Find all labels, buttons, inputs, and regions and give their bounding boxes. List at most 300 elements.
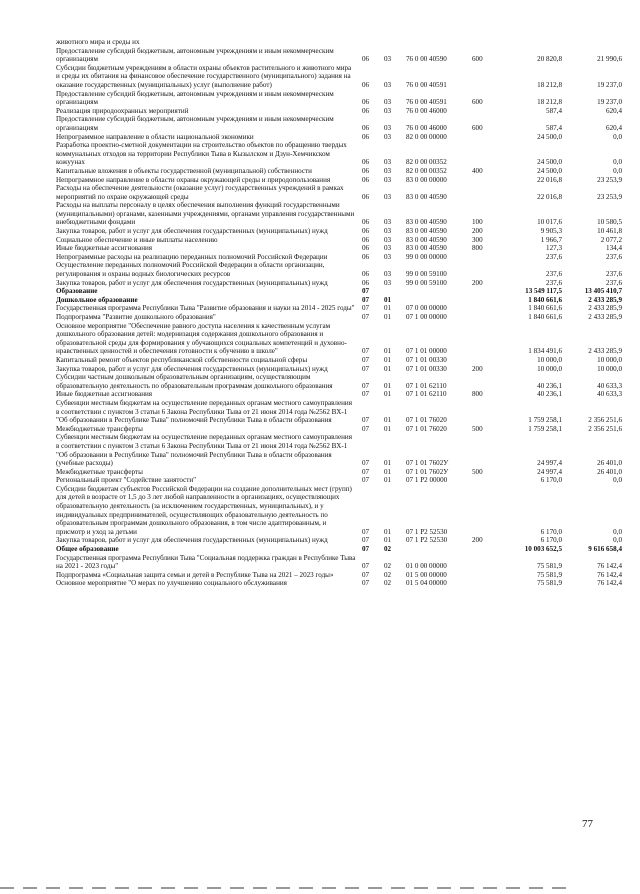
row-subsection: 01 (384, 527, 392, 536)
row-subsection: 03 (384, 252, 392, 261)
row-amount-year-1: 24 500,0 (537, 132, 562, 141)
row-expense-type (472, 545, 500, 554)
table-row (56, 287, 622, 296)
row-target-article: 82 0 00 00352 (406, 158, 447, 167)
row-expense-type: 400 (472, 166, 483, 175)
row-target-article (406, 545, 472, 554)
row-amount-year-2: 0,0 (613, 536, 622, 545)
row-name: Подпрограмма «Социальная защита семьи и детей в Республике Тыва на 2021 – 2023 годы» (56, 570, 334, 579)
row-section: 06 (362, 166, 370, 175)
row-amount-year-1: 9 905,3 (540, 227, 562, 236)
row-expense-type: 300 (472, 235, 483, 244)
row-section: 07 (362, 347, 370, 356)
row-amount-year-1: 10 000,0 (537, 364, 562, 373)
row-amount-year-1: 18 212,8 (537, 98, 562, 107)
row-amount-year-1: 1 840 661,6 (528, 304, 562, 313)
row-section: 07 (362, 570, 370, 579)
row-target-article (406, 287, 472, 296)
row-name: Иные бюджетные ассигнования (56, 390, 153, 399)
row-subsection: 01 (384, 424, 392, 433)
row-section: 07 (362, 381, 370, 390)
row-amount-year-2: 0,0 (613, 476, 622, 485)
row-name: Субвенции местным бюджетам на осуществление переданных органам местного самоуправления в соответствии с пунктом 3 статьи 6 Закона Республики Тыва от 21 июня 2014 года №2562 ВХ-1 "Об образовании в Республике Тыва" полномочий Республики Тыва в области образования (учебные расходы) (56, 433, 352, 468)
row-section: 07 (362, 364, 370, 373)
row-target-article: 83 0 00 40590 (406, 244, 447, 253)
row-section: 07 (362, 467, 370, 476)
row-amount-year-2: 23 253,9 (597, 175, 622, 184)
table-row (56, 554, 622, 571)
row-amount-year-2: 134,4 (606, 244, 622, 253)
row-amount-year-1: 1 759 258,1 (528, 416, 562, 425)
row-target-article: 07 1 01 62110 (406, 381, 447, 390)
row-amount-year-1: 10 003 652,5 (524, 545, 562, 554)
row-amount-year-2: 76 142,4 (597, 562, 622, 571)
row-expense-type (472, 554, 500, 571)
row-section: 07 (362, 416, 370, 425)
scan-edge-artifact (0, 876, 640, 882)
row-section: 06 (362, 227, 370, 236)
row-expense-type (472, 304, 500, 313)
row-target-article: 83 0 00 40590 (406, 192, 447, 201)
table-row (56, 47, 622, 64)
row-expense-type (472, 373, 500, 390)
table-row (56, 115, 622, 132)
row-section: 07 (362, 527, 370, 536)
row-name: животного мира и среды их (56, 38, 140, 46)
row-amount-year-2: 620,4 (606, 123, 622, 132)
row-amount-year-2 (568, 38, 622, 47)
row-expense-type (472, 64, 500, 90)
row-name: Основное мероприятие "Обеспечение равного доступа населения к качественным услугам дошкольного образования детей: модернизация содержания дошкольного образования и образовательной среды для формирования у обучающихся социальных компетенций и духовно-нравственных ценностей и обеспечения готовности к обучению в школе" (56, 321, 347, 356)
row-amount-year-2: 237,6 (606, 278, 622, 287)
row-name: Дошкольное образование (56, 295, 138, 304)
row-amount-year-2: 21 990,6 (597, 55, 622, 64)
row-amount-year-2: 0,0 (613, 527, 622, 536)
row-section: 06 (362, 244, 370, 253)
table-row (56, 468, 622, 477)
row-target-article: 01 5 00 00000 (406, 570, 447, 579)
row-name: Общее образование (56, 545, 119, 554)
row-name: Субсидии частным дошкольным образовательным организациям, осуществляющим образовательную деятельность по образовательным программам дошкольного образования (56, 373, 333, 390)
row-amount-year-2: 237,6 (606, 270, 622, 279)
row-subsection: 03 (384, 80, 392, 89)
row-amount-year-1: 75 581,9 (537, 562, 562, 571)
row-subsection: 01 (384, 459, 392, 468)
row-section (362, 38, 384, 47)
row-name: Субвенции местным бюджетам на осуществление переданных органам местного самоуправления в соответствии с пунктом 3 статьи 6 Закона Республики Тыва от 21 июня 2014 года №2562 ВХ-1 "Об образовании в Республике Тыва" полномочий Республики Тыва в области образования (56, 398, 352, 425)
table-row (56, 536, 622, 545)
row-section: 06 (362, 80, 370, 89)
row-amount-year-2: 19 237,0 (597, 80, 622, 89)
row-amount-year-1: 237,6 (546, 270, 562, 279)
row-subsection: 01 (384, 295, 392, 304)
row-section: 07 (362, 295, 370, 304)
row-section: 06 (362, 218, 370, 227)
row-section: 07 (362, 476, 370, 485)
row-subsection: 03 (384, 244, 392, 253)
row-subsection: 03 (384, 227, 392, 236)
row-section: 07 (362, 459, 370, 468)
row-expense-type (472, 433, 500, 467)
table-row (56, 201, 622, 227)
row-target-article: 83 0 00 00000 (406, 175, 447, 184)
row-subsection: 02 (384, 579, 392, 588)
row-subsection: 03 (384, 123, 392, 132)
row-subsection: 01 (384, 355, 392, 364)
row-amount-year-1: 24 997,4 (537, 467, 562, 476)
table-row (56, 399, 622, 425)
row-target-article: 76 0 00 40590 (406, 55, 447, 64)
row-subsection: 02 (384, 562, 392, 571)
row-name: Межбюджетные трансферты (56, 424, 143, 433)
row-target-article: 07 1 01 76020 (406, 424, 447, 433)
row-expense-type (472, 356, 500, 365)
row-target-article: 07 1 01 7602У (406, 467, 449, 476)
row-section: 06 (362, 270, 370, 279)
row-subsection: 03 (384, 235, 392, 244)
row-amount-year-2: 0,0 (613, 132, 622, 141)
row-name: Субсидии бюджетам субъектов Российской Федерации на создание дополнительных мест (групп) для детей в возрасте от 1,5 до 3 лет любой направленности в организациях, осуществляющих образовательную деятельность (за исключением государственных, муниципальных), и у индивидуальных предпринимателей, осуществляющих образовательную деятельность по образовательным программам дошкольного образования, в том числе адаптированным, и присмотр и уход за детьми (56, 484, 352, 536)
table-row (56, 313, 622, 322)
table-row (56, 296, 622, 305)
table-row (56, 579, 622, 588)
row-amount-year-2: 10 000,0 (597, 355, 622, 364)
row-name: Капитальные вложения в объекты государственной (муниципальной) собственности (56, 166, 312, 175)
row-amount-year-1 (500, 38, 568, 47)
row-expense-type: 600 (472, 55, 483, 64)
row-amount-year-2: 76 142,4 (597, 579, 622, 588)
row-amount-year-1: 10 017,6 (537, 218, 562, 227)
row-name: Предоставление субсидий бюджетным, автономным учреждениям и иным некоммерческим организациям (56, 115, 334, 132)
row-section: 07 (362, 287, 370, 296)
row-expense-type (472, 261, 500, 278)
row-subsection: 01 (384, 467, 392, 476)
table-row (56, 304, 622, 313)
row-name: Образование (56, 287, 98, 296)
row-amount-year-2: 2 356 251,6 (588, 424, 622, 433)
row-target-article: 07 1 01 00000 (406, 347, 447, 356)
row-amount-year-2: 10 580,5 (597, 218, 622, 227)
row-amount-year-1: 1 840 661,6 (528, 313, 562, 321)
row-amount-year-2: 2 433 285,9 (588, 304, 622, 313)
row-name: Непрограммное направление в области национальной экономики (56, 132, 254, 141)
row-section: 07 (362, 313, 370, 321)
row-target-article: 07 0 00 00000 (406, 304, 447, 313)
row-subsection: 02 (384, 545, 392, 554)
row-name: Субсидии бюджетным учреждениям в области охраны объектов растительного и животного мира и среды их обитания на финансовое обеспечение государственного (муниципального) задания на оказание государственных (муниципальных) услуг (выполнение работ) (56, 63, 352, 89)
row-expense-type (472, 485, 500, 537)
row-name: Реализация природоохранных мероприятий (56, 106, 189, 115)
row-subsection (384, 287, 406, 296)
row-target-article: 99 0 00 59100 (406, 270, 447, 279)
table-row (56, 184, 622, 201)
row-name: Капитальный ремонт объектов республиканской собственности социальной сферы (56, 355, 308, 364)
table-row (56, 322, 622, 356)
row-amount-year-1: 18 212,8 (537, 80, 562, 89)
row-target-article: 83 0 00 40590 (406, 218, 447, 227)
row-amount-year-1: 10 000,0 (537, 355, 562, 364)
row-target-article: 99 0 00 59100 (406, 278, 447, 287)
row-amount-year-1: 587,4 (546, 106, 562, 115)
row-amount-year-2: 2 433 285,9 (588, 295, 622, 304)
row-subsection: 01 (384, 304, 392, 313)
row-name: Региональный проект "Содействие занятости" (56, 476, 197, 485)
row-expense-type (472, 313, 500, 322)
row-section: 06 (362, 192, 370, 201)
row-subsection: 03 (384, 158, 392, 167)
row-section: 07 (362, 562, 370, 571)
row-amount-year-1: 1 966,7 (540, 235, 562, 244)
row-target-article: 07 1 00 00000 (406, 313, 447, 321)
table-row (56, 141, 622, 167)
table-row (56, 176, 622, 185)
row-subsection: 01 (384, 416, 392, 425)
row-amount-year-2: 237,6 (606, 252, 622, 261)
table-row (56, 485, 622, 537)
row-name: Закупка товаров, работ и услуг для обеспечения государственных (муниципальных) нужд (56, 536, 328, 545)
row-amount-year-1: 237,6 (546, 252, 562, 261)
row-amount-year-2: 26 401,0 (597, 467, 622, 476)
row-subsection: 01 (384, 364, 392, 373)
row-expense-type (472, 253, 500, 262)
row-section: 06 (362, 158, 370, 167)
row-section: 06 (362, 252, 370, 261)
row-expense-type (472, 287, 500, 296)
row-name: Государственная программа Республики Тыва "Развитие образования и науки на 2014 - 2025 годы" (56, 304, 355, 313)
row-target-article: 07 1 P2 52530 (406, 536, 448, 545)
row-expense-type (472, 399, 500, 425)
row-amount-year-1: 237,6 (546, 278, 562, 287)
row-section: 07 (362, 579, 370, 588)
row-amount-year-2: 76 142,4 (597, 570, 622, 579)
row-amount-year-1: 13 549 117,5 (525, 287, 562, 296)
table-row (56, 90, 622, 107)
row-subsection: 01 (384, 313, 392, 321)
row-section: 06 (362, 55, 370, 64)
row-section: 06 (362, 132, 370, 141)
row-amount-year-1: 127,3 (546, 244, 562, 253)
row-name: Непрограммные расходы на реализацию переданных полномочий Российской Федерации (56, 252, 328, 261)
row-name: Осуществление переданных полномочий Российской Федерации в области организации, регулирования и охраны водных биологических ресурсов (56, 261, 325, 279)
row-target-article: 83 0 00 40590 (406, 235, 447, 244)
row-amount-year-1: 6 170,0 (540, 536, 562, 545)
row-target-article: 07 1 01 76020 (406, 416, 447, 425)
row-name: Социальное обеспечение и иные выплаты населению (56, 235, 218, 244)
row-expense-type: 100 (472, 218, 483, 227)
row-expense-type: 200 (472, 536, 483, 545)
table-row (56, 261, 622, 278)
row-amount-year-2: 0,0 (613, 158, 622, 167)
row-amount-year-1: 1 834 491,6 (528, 347, 562, 356)
row-target-article: 76 0 00 46000 (406, 106, 447, 115)
table-row (56, 244, 622, 253)
row-target-article: 07 1 P2 00000 (406, 476, 448, 485)
table-row (56, 279, 622, 288)
table-row (56, 227, 622, 236)
row-amount-year-2: 23 253,9 (597, 192, 622, 201)
table-row (56, 373, 622, 390)
row-name: Расходы на выплаты персоналу в целях обеспечения выполнения функций государственными (муниципальными) органами, казенными учреждениями, органами управления государственными внебюджетными фондами (56, 201, 355, 227)
row-target-article: 82 0 00 00000 (406, 132, 447, 141)
row-section: 07 (362, 545, 370, 554)
budget-page (56, 38, 622, 588)
row-amount-year-2: 10 000,0 (597, 364, 622, 373)
row-name: Основное мероприятие "О мерах по улучшению социального обслуживания (56, 579, 287, 588)
row-subsection: 03 (384, 218, 392, 227)
row-subsection: 01 (384, 347, 392, 356)
row-expense-type: 500 (472, 467, 483, 476)
row-target-article: 01 5 04 00000 (406, 579, 447, 588)
page-number: 77 (582, 818, 593, 830)
row-amount-year-1: 20 820,8 (537, 55, 562, 64)
row-amount-year-2: 40 633,3 (597, 390, 622, 399)
row-subsection: 03 (384, 192, 392, 201)
row-subsection: 01 (384, 390, 392, 399)
table-row (56, 390, 622, 399)
row-name: Предоставление субсидий бюджетным, автономным учреждениям и иным некоммерческим организациям (56, 89, 334, 107)
row-amount-year-1: 24 997,4 (537, 459, 562, 468)
row-subsection: 03 (384, 132, 392, 141)
row-amount-year-2: 620,4 (606, 106, 622, 115)
row-name: Разработка проектно-сметной документации на строительство объектов по обращению твердых коммунальных отходов на территории Республики Тыва в Кызылском и Дзун-Хемчикском кожуунах (56, 141, 347, 167)
row-amount-year-1: 1 840 661,6 (528, 295, 562, 304)
row-expense-type (472, 107, 500, 116)
row-section: 07 (362, 304, 370, 313)
row-expense-type (472, 322, 500, 356)
row-name: Иные бюджетные ассигнования (56, 244, 153, 253)
row-expense-type: 500 (472, 424, 483, 433)
budget-table (56, 38, 622, 588)
row-subsection: 01 (384, 476, 392, 485)
row-expense-type (472, 296, 500, 305)
row-expense-type: 200 (472, 364, 483, 373)
table-row (56, 236, 622, 245)
row-target-article: 07 1 01 62110 (406, 390, 447, 399)
row-subsection: 03 (384, 55, 392, 64)
row-name: Государственная программа Республики Тыва "Социальная поддержка граждан в Республике Тыва на 2021 - 2023 годы" (56, 553, 356, 571)
row-amount-year-1: 22 016,8 (537, 175, 562, 184)
row-target-article: 76 0 00 40591 (406, 80, 447, 89)
table-row (56, 64, 622, 90)
row-subsection: 03 (384, 166, 392, 175)
row-expense-type: 800 (472, 390, 483, 399)
table-row (56, 167, 622, 176)
row-target-article: 07 1 01 7602У (406, 459, 449, 468)
row-section: 07 (362, 355, 370, 364)
table-row (56, 476, 622, 485)
budget-table-body (56, 38, 622, 588)
row-amount-year-1: 40 236,1 (537, 381, 562, 390)
row-target-article: 83 0 00 40590 (406, 227, 447, 236)
row-section: 06 (362, 98, 370, 107)
row-expense-type: 600 (472, 98, 483, 107)
row-amount-year-2: 2 433 285,9 (588, 347, 622, 356)
table-row (56, 571, 622, 580)
row-amount-year-1: 22 016,8 (537, 192, 562, 201)
row-name: Межбюджетные трансферты (56, 467, 143, 476)
table-row (56, 133, 622, 142)
row-amount-year-1: 75 581,9 (537, 579, 562, 588)
row-section: 07 (362, 424, 370, 433)
row-expense-type (472, 476, 500, 485)
row-subsection: 03 (384, 175, 392, 184)
row-amount-year-2: 40 633,3 (597, 381, 622, 390)
row-amount-year-2: 2 077,2 (600, 235, 622, 244)
row-amount-year-2: 2 356 251,6 (588, 416, 622, 425)
row-target-article: 76 0 00 40591 (406, 98, 447, 107)
row-expense-type (472, 141, 500, 167)
row-expense-type: 200 (472, 227, 483, 236)
row-target-article: 76 0 00 46000 (406, 123, 447, 132)
row-amount-year-2: 9 616 658,4 (588, 545, 622, 554)
row-expense-type: 200 (472, 278, 483, 287)
table-row (56, 107, 622, 116)
row-section: 07 (362, 390, 370, 399)
row-target-article: 07 1 01 00330 (406, 355, 447, 364)
row-amount-year-1: 40 236,1 (537, 390, 562, 399)
row-name: Закупка товаров, работ и услуг для обеспечения государственных (муниципальных) нужд (56, 278, 328, 287)
row-expense-type (472, 133, 500, 142)
row-amount-year-2: 10 461,8 (597, 227, 622, 236)
table-row (56, 433, 622, 467)
row-amount-year-2: 0,0 (613, 166, 622, 175)
row-name: Расходы на обеспечение деятельности (оказание услуг) государственных учреждений в рамках мероприятий по охране окружающей среды (56, 184, 344, 201)
row-expense-type (472, 571, 500, 580)
row-amount-year-1: 24 500,0 (537, 158, 562, 167)
table-row (56, 425, 622, 434)
row-amount-year-2: 26 401,0 (597, 459, 622, 468)
row-target-article (406, 38, 472, 47)
row-target-article: 07 1 01 00330 (406, 364, 447, 373)
row-subsection: 03 (384, 270, 392, 279)
row-name: Предоставление субсидий бюджетным, автономным учреждениям и иным некоммерческим организациям (56, 46, 334, 64)
table-row (56, 253, 622, 262)
row-section: 06 (362, 123, 370, 132)
row-subsection: 03 (384, 278, 392, 287)
table-row (56, 365, 622, 374)
row-name: Непрограммное направление в области охраны окружающей среды и природопользования (56, 175, 331, 184)
row-expense-type (472, 579, 500, 588)
row-section: 06 (362, 175, 370, 184)
row-amount-year-1: 75 581,9 (537, 570, 562, 579)
row-target-article: 99 0 00 00000 (406, 252, 447, 261)
row-subsection: 03 (384, 106, 392, 115)
row-section: 06 (362, 278, 370, 287)
table-row (56, 356, 622, 365)
row-amount-year-1: 587,4 (546, 123, 562, 132)
row-target-article: 07 1 P2 52530 (406, 527, 448, 536)
row-amount-year-1: 1 759 258,1 (528, 424, 562, 433)
row-name: Закупка товаров, работ и услуг для обеспечения государственных (муниципальных) нужд (56, 364, 328, 373)
row-section: 06 (362, 235, 370, 244)
row-target-article (406, 296, 472, 305)
row-amount-year-2: 19 237,0 (597, 98, 622, 107)
row-expense-type (472, 184, 500, 201)
row-target-article: 82 0 00 00352 (406, 166, 447, 175)
row-name: Подпрограмма "Развитие дошкольного образования" (56, 313, 216, 321)
row-subsection: 02 (384, 570, 392, 579)
row-amount-year-1: 24 500,0 (537, 166, 562, 175)
row-expense-type (472, 176, 500, 185)
row-amount-year-1: 6 170,0 (540, 527, 562, 536)
row-section: 07 (362, 536, 370, 545)
row-subsection: 03 (384, 98, 392, 107)
row-amount-year-1: 6 170,0 (540, 476, 562, 485)
row-expense-type: 600 (472, 123, 483, 132)
row-expense-type (472, 38, 500, 47)
table-row (56, 545, 622, 554)
row-name: Закупка товаров, работ и услуг для обеспечения государственных (муниципальных) нужд (56, 227, 328, 236)
